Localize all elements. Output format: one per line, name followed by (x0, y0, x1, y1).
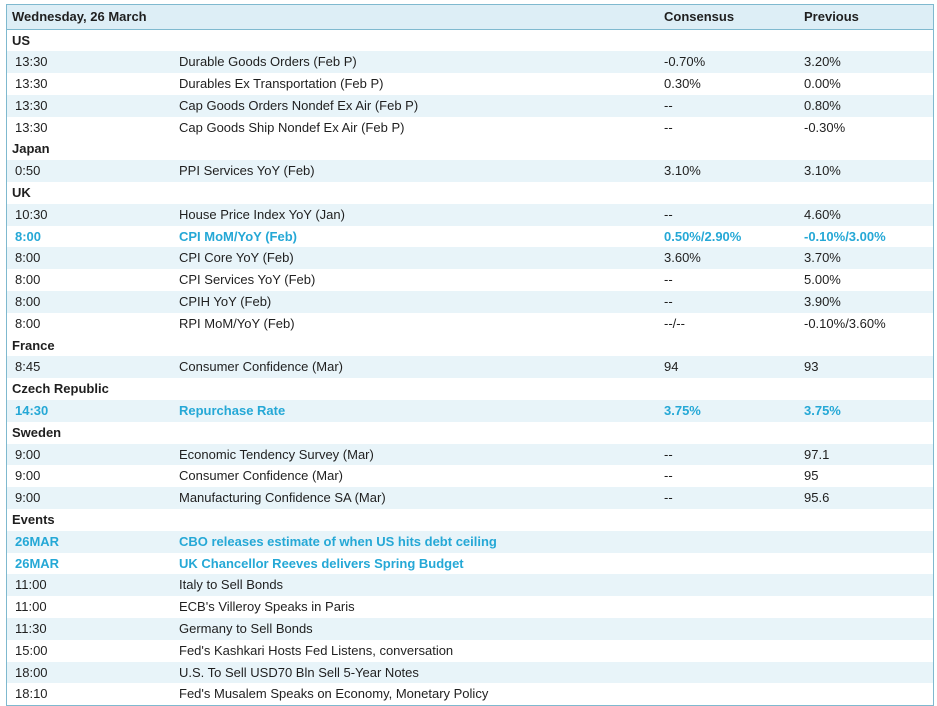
previous-cell: 0.80% (804, 97, 841, 113)
time-cell: 13:30 (15, 76, 48, 92)
time-cell: 9:00 (15, 468, 41, 484)
time-cell: 18:00 (15, 664, 48, 680)
consensus-cell: --/-- (664, 315, 685, 331)
section-label: US (12, 32, 31, 48)
event-cell: Durable Goods Orders (Feb P) (179, 54, 357, 70)
consensus-cell: -0.70% (664, 54, 706, 70)
table-row (7, 226, 933, 248)
section-label: France (12, 337, 55, 353)
time-cell: 8:00 (15, 315, 41, 331)
event-cell: CBO releases estimate of when US hits debt ceiling (179, 533, 497, 549)
table-row (7, 204, 933, 226)
previous-cell: 95.6 (804, 490, 830, 506)
table-row (7, 313, 933, 335)
consensus-cell: 0.30% (664, 76, 701, 92)
event-cell: Italy to Sell Bonds (179, 577, 284, 593)
consensus-cell: -- (664, 490, 673, 506)
event-cell: Durables Ex Transportation (Feb P) (179, 76, 384, 92)
table-row (7, 683, 933, 705)
time-cell: 8:00 (15, 272, 41, 288)
time-cell: 13:30 (15, 97, 48, 113)
previous-cell: 3.90% (804, 294, 841, 310)
consensus-cell: 94 (664, 359, 679, 375)
table-body (7, 30, 933, 706)
section-label: Events (12, 512, 55, 528)
consensus-header: Consensus (664, 9, 735, 24)
event-cell: Consumer Confidence (Mar) (179, 468, 344, 484)
time-cell: 11:00 (15, 577, 47, 593)
event-cell: CPI MoM/YoY (Feb) (179, 228, 297, 244)
table-row (7, 117, 933, 139)
event-cell: CPI Core YoY (Feb) (179, 250, 294, 266)
event-cell: House Price Index YoY (Jan) (179, 206, 345, 222)
previous-cell: -0.30% (804, 119, 846, 135)
table-row (7, 247, 933, 269)
time-cell: 8:45 (15, 359, 41, 375)
section-label: Czech Republic (12, 381, 109, 397)
time-cell: 11:30 (15, 621, 47, 637)
table-row (7, 640, 933, 662)
event-cell: CPI Services YoY (Feb) (179, 272, 316, 288)
consensus-cell: -- (664, 97, 673, 113)
table-row (7, 596, 933, 618)
time-cell: 14:30 (15, 403, 49, 419)
table-row (7, 73, 933, 95)
consensus-cell: 0.50%/2.90% (664, 228, 742, 244)
section-row (7, 378, 933, 400)
section-row (7, 422, 933, 444)
consensus-cell: 3.75% (664, 403, 701, 419)
time-cell: 26MAR (15, 533, 60, 549)
event-cell: ECB's Villeroy Speaks in Paris (179, 599, 355, 615)
section-label: Sweden (12, 424, 62, 440)
table-row (7, 487, 933, 509)
previous-cell: -0.10%/3.00% (804, 228, 886, 244)
table-row (7, 553, 933, 575)
time-cell: 11:00 (15, 599, 47, 615)
table-row (7, 291, 933, 313)
section-row (7, 335, 933, 357)
table-row (7, 95, 933, 117)
event-cell: PPI Services YoY (Feb) (179, 163, 315, 179)
event-cell: Germany to Sell Bonds (179, 621, 313, 637)
event-cell: Cap Goods Ship Nondef Ex Air (Feb P) (179, 119, 405, 135)
section-row (7, 30, 933, 52)
table-row (7, 444, 933, 466)
time-cell: 8:00 (15, 294, 41, 310)
consensus-cell: 3.60% (664, 250, 701, 266)
event-cell: Repurchase Rate (179, 403, 286, 419)
event-cell: Manufacturing Confidence SA (Mar) (179, 490, 386, 506)
table-row (7, 465, 933, 487)
previous-cell: 3.70% (804, 250, 841, 266)
table-header (7, 5, 933, 30)
table-row (7, 400, 933, 422)
previous-cell: -0.10%/3.60% (804, 315, 886, 331)
economic-calendar-table (6, 4, 934, 706)
table-row (7, 574, 933, 596)
time-cell: 26MAR (15, 555, 60, 571)
table-row (7, 269, 933, 291)
consensus-cell: -- (664, 272, 673, 288)
previous-cell: 3.20% (804, 54, 841, 70)
consensus-cell: -- (664, 206, 673, 222)
section-label: UK (12, 185, 31, 201)
time-cell: 0:50 (15, 163, 41, 179)
table-row (7, 662, 933, 684)
event-cell: UK Chancellor Reeves delivers Spring Budget (179, 555, 464, 571)
event-cell: U.S. To Sell USD70 Bln Sell 5-Year Notes (179, 664, 419, 680)
previous-cell: 3.10% (804, 163, 841, 179)
event-cell: Fed's Kashkari Hosts Fed Listens, conversation (179, 642, 454, 658)
event-cell: RPI MoM/YoY (Feb) (179, 315, 295, 331)
table-row (7, 160, 933, 182)
consensus-cell: -- (664, 119, 673, 135)
section-row (7, 509, 933, 531)
time-cell: 9:00 (15, 490, 41, 506)
time-cell: 18:10 (15, 686, 48, 702)
time-cell: 13:30 (15, 54, 48, 70)
table-row (7, 356, 933, 378)
event-cell: Consumer Confidence (Mar) (179, 359, 344, 375)
time-cell: 9:00 (15, 446, 41, 462)
event-cell: CPIH YoY (Feb) (179, 294, 272, 310)
section-row (7, 182, 933, 204)
previous-header: Previous (804, 9, 859, 24)
consensus-cell: 3.10% (664, 163, 701, 179)
table-row (7, 618, 933, 640)
table-row (7, 531, 933, 553)
section-row (7, 138, 933, 160)
time-cell: 15:00 (15, 642, 48, 658)
previous-cell: 4.60% (804, 206, 841, 222)
consensus-cell: -- (664, 468, 673, 484)
time-cell: 8:00 (15, 250, 41, 266)
consensus-cell: -- (664, 294, 673, 310)
event-cell: Economic Tendency Survey (Mar) (179, 446, 374, 462)
consensus-cell: -- (664, 446, 673, 462)
previous-cell: 3.75% (804, 403, 841, 419)
event-cell: Cap Goods Orders Nondef Ex Air (Feb P) (179, 97, 419, 113)
previous-cell: 5.00% (804, 272, 841, 288)
previous-cell: 95 (804, 468, 819, 484)
previous-cell: 97.1 (804, 446, 830, 462)
event-cell: Fed's Musalem Speaks on Economy, Monetary Policy (179, 686, 489, 702)
time-cell: 13:30 (15, 119, 48, 135)
table-row (7, 51, 933, 73)
time-cell: 10:30 (15, 206, 48, 222)
date-header: Wednesday, 26 March (12, 9, 147, 24)
time-cell: 8:00 (15, 228, 42, 244)
previous-cell: 93 (804, 359, 819, 375)
section-label: Japan (12, 141, 50, 157)
previous-cell: 0.00% (804, 76, 841, 92)
